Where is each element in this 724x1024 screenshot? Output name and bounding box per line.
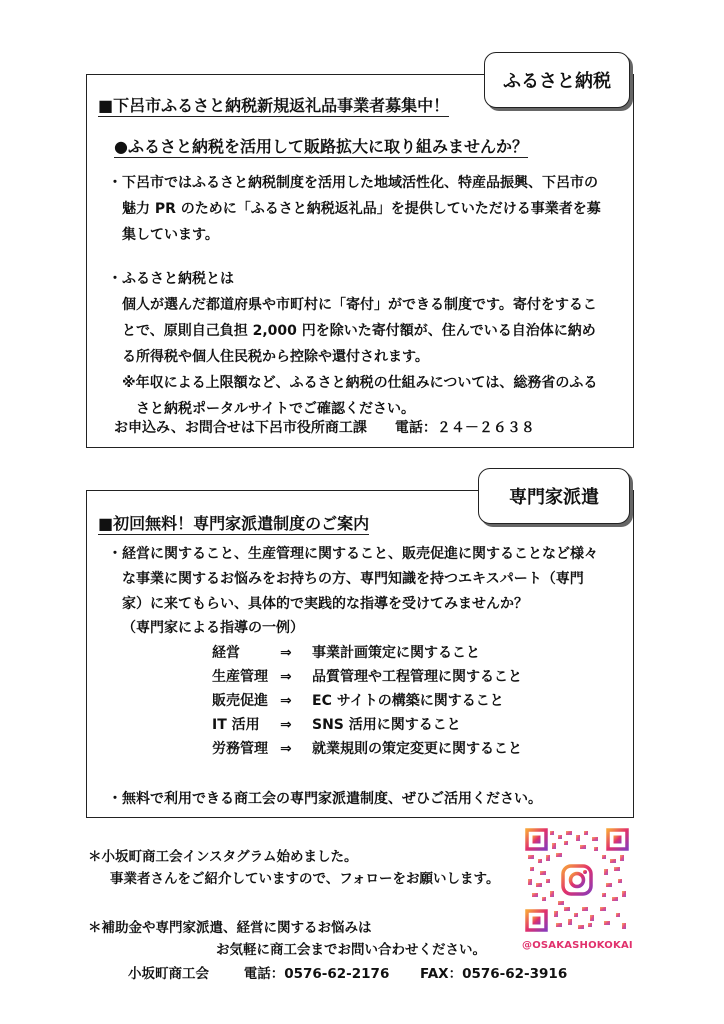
example-row: 労務管理 ⇒ 就業規則の策定変更に関すること bbox=[212, 741, 522, 757]
instagram-qr-code[interactable] bbox=[524, 827, 630, 933]
example-row: 経営 ⇒ 事業計画策定に関すること bbox=[212, 645, 480, 661]
org-phone: 電話：0576-62-2176 bbox=[243, 966, 390, 982]
furusato-contact: お申込み、お問合せは下呂市役所商工課 電話：２４－２６３８ bbox=[114, 420, 535, 436]
expert-heading: ■初回無料！専門家派遣制度のご案内 bbox=[98, 514, 370, 533]
org-name: 小坂町商工会 bbox=[128, 966, 209, 982]
furusato-subheading: ●ふるさと納税を活用して販路拡大に取り組みませんか？ bbox=[114, 137, 528, 156]
example-row: IT 活用 ⇒ SNS 活用に関すること bbox=[212, 717, 461, 733]
furusato-heading: ■下呂市ふるさと納税新規返礼品事業者募集中！ bbox=[98, 96, 450, 115]
expert-tag-label: 専門家派遣 bbox=[509, 487, 599, 508]
example-row: 生産管理 ⇒ 品質管理や工程管理に関すること bbox=[212, 669, 522, 685]
expert-tag bbox=[478, 468, 630, 524]
expert-para: ・経営に関すること、生産管理に関すること、販売促進に関することなど様々 な事業に関するお悩みをお持ちの方、専門知識を持つエキスパート（専門 家）に来てもらい、具体的で実践的な指導を受けてみませんか？ bbox=[108, 546, 598, 612]
furusato-tag-label: ふるさと納税 bbox=[503, 71, 611, 92]
org-fax: FAX：0576-62-3916 bbox=[420, 966, 568, 982]
instagram-icon bbox=[559, 862, 595, 898]
contact-line bbox=[128, 963, 567, 985]
expert-closing: ・無料で利用できる商工会の専門家派遣制度、ぜひご活用ください。 bbox=[108, 791, 542, 807]
furusato-para1: ・下呂市ではふるさと納税制度を活用した地域活性化、特産品振興、下呂市の 魅力 PR のために「ふるさと納税返礼品」を提供していただける事業者を募 集しています。 bbox=[108, 175, 601, 243]
instagram-handle[interactable]: @OSAKASHOKOKAI bbox=[522, 940, 633, 951]
subsidy-notice: ＊補助金や専門家派遣、経営に関するお悩みは お気軽に商工会までお問い合わせください。 bbox=[88, 920, 486, 958]
instagram-notice: ＊小坂町商工会インスタグラム始めました。 事業者さんをご紹介していますので、フォローをお願いします。 bbox=[88, 849, 500, 887]
expert-examples-title: （専門家による指導の一例） bbox=[122, 620, 304, 636]
furusato-tag bbox=[484, 52, 630, 108]
example-row: 販売促進 ⇒ EC サイトの構築に関すること bbox=[212, 693, 504, 709]
furusato-para2: ・ふるさと納税とは 個人が選んだ都道府県や市町村に「寄付」ができる制度です。寄付をするこ とで、原則自己負担 2,000 円を除いた寄付額が、住んでいる自治体に納め る所得税や個人住民税から控除や還付されます。 ※年収による上限額など、ふるさと納税の仕組みについては、総務省のふる さと納税ポータルサイトでご確認ください。 bbox=[108, 271, 598, 417]
